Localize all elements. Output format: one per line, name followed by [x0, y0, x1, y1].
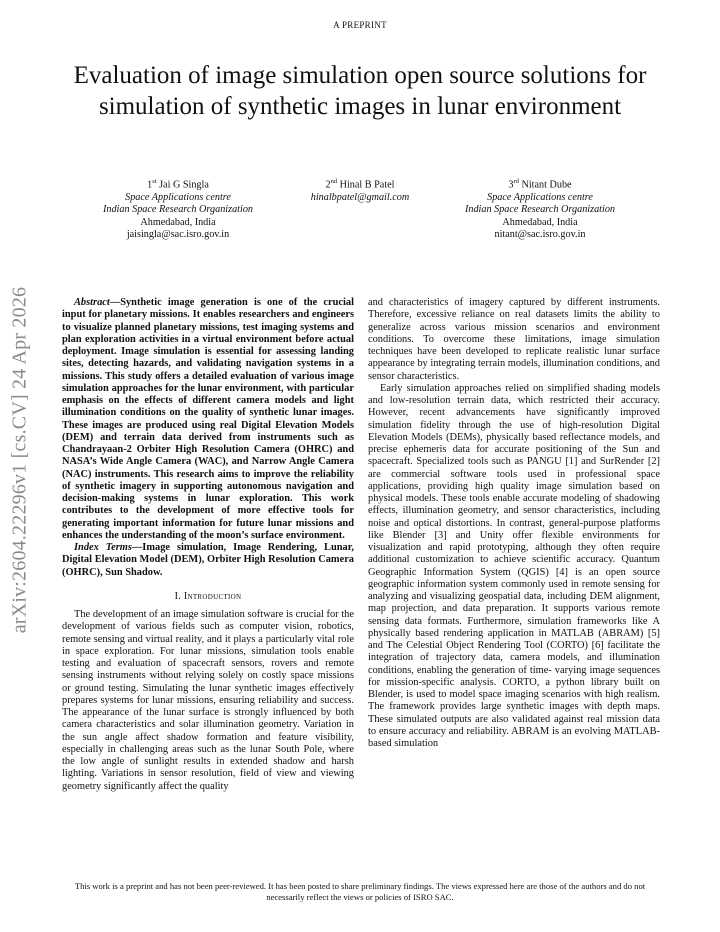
author-3 — [420, 176, 660, 242]
running-header: A PREPRINT — [333, 20, 387, 30]
section-title: Introduction — [183, 590, 242, 602]
author-1-city: Ahmedabad, India — [140, 216, 216, 228]
index-terms-text: —Image simulation, Image Rendering, Lunar, Digital Elevation Model (DEM), Orbiter High Resolution Camera (OHRC), Sun Shadow. — [62, 542, 354, 578]
author-1-email: jaisingla@sac.isro.gov.in — [126, 229, 230, 241]
author-3-affiliation: Space Applications centre — [487, 191, 593, 203]
index-terms — [62, 542, 354, 579]
author-3-organization: Indian Space Research Organization — [464, 204, 616, 216]
author-3-city: Ahmedabad, India — [502, 216, 578, 228]
preprint-footnote: This work is a preprint and has not been peer-reviewed. It has been posted to share preliminary findings. The views expressed here are those of the authors and do not necessarily reflect the views or policies of ISRO SAC. — [74, 881, 646, 902]
author-1-name: 1st Jai G Singla — [147, 178, 209, 191]
section-number: I. — [174, 590, 182, 602]
abstract-label: Abstract — [74, 297, 110, 308]
section-heading — [62, 591, 354, 603]
index-terms-label: Index Terms — [74, 542, 132, 553]
author-2-name: 2nd Hinal B Patel — [325, 178, 395, 191]
abstract — [62, 297, 354, 542]
author-1-organization: Indian Space Research Organization — [102, 204, 254, 216]
author-2-email: hinalbpatel@gmail.com — [310, 191, 410, 203]
author-3-name: 3rd Nitant Dube — [508, 178, 572, 191]
abstract-text: —Synthetic image generation is one of the crucial input for planetary missions. It enables researchers and engineers to visualize planned planetary missions, test imaging systems and plan exploration activities in a virtual environment before actual deployment. Image simulation is essential for assessing landing sites, detecting hazards, and validating navigation systems in a missions. This study offers a detailed evaluation of various image simulation approaches for the lunar environment, with particular emphasis on the effects of different camera models and light illumination conditions on the quality of synthetic lunar images. These images are produced using real Digital Elevation Models (DEM) and terrain data derived from instruments such as Chandrayaan-2 Orbiter High Resolution Camera (OHRC) and NASA’s Wide Angle Camera (WAC), and Narrow Angle Camera (NAC) instruments. This research aims to improve the reliability of synthetic imagery in supporting autonomous navigation and decision-making systems in lunar exploration. This work contributes to the development of more effective tools for generating important information for future lunar missions and enhances the understanding of the moon’s surface environment. — [62, 297, 354, 541]
author-1-affiliation: Space Applications centre — [125, 191, 231, 203]
right-column — [368, 297, 660, 750]
left-column — [62, 297, 354, 793]
arxiv-stamp — [0, 260, 40, 660]
intro-paragraph-2: Early simulation approaches relied on simplified shading models and low-resolution terrain data, which restricted their accuracy. However, recent advancements have significantly improved simulation fidelity through the use of high-resolution Digital Elevation Models (DEMs), physically based reflectance models, and precise ephemeris data for accurate positioning of the Sun and spacecraft. Specialized tools such as PANGU [1] and SurRender [2] are commercial software tools used in professional space applications, providing high quality image simulation based on physical models. These tools enable accurate modeling of shadowing effects, illumination geometry, and sensor characteristics, including noise and optical distortions. In contrast, general-purpose platforms like Blender [3] and Unity offer flexible environments for visualization and rapid prototyping, although they often require additional customization to achieve scientific accuracy. Quantum Geographic Information System (QGIS) [4] is an open source geographic information system commonly used in remote sensing for analyzing and visualizing geospatial data, including DEM alignment, map projection, and data preparation. It supports various remote sensing data formats. Furthermore, simulation frameworks like A physically based rendering application in MATLAB (ABRAM) [5] and The Celestial Object Rendering Tool (CORTO) [6] facilitate the integration of trajectory data, camera models, and illumination conditions, enabling the generation of time- varying image sequences for mission-specific analysis. CORTO, a python library built on Blender, is used to model space imaging scenarios with high realism. The framework provides large synthetic images with depth maps. These simulated outputs are also validated against real mission data to ensure accuracy and reliability. ABRAM is an evolving MATLAB-based simulation — [368, 382, 660, 749]
intro-paragraph-1: The development of an image simulation software is crucial for the development of various fields such as computer vision, robotics, remote sensing and virtual reality, and it plays a particularly vital role in space exploration. For lunar missions, simulation tools enable testing and evaluation of spacecraft sensors, rovers and remote sensing instruments without relying solely on costly space missions or ground testing. Simulating the lunar synthetic images effectively prepares systems for lunar missions, ensuring reliability and success. The appearance of the lunar surface is strongly influenced by both camera characteristics and solar illumination geometry. Variation in the sun angle affect shadow formation and feature visibility, especially in challenging areas such as the lunar South Pole, where the low angle of sunlight results in extended shadow and harsh lighting. Variations in sensor resolution, field of view and viewing geometry significantly affect the quality — [62, 609, 354, 792]
author-3-email: nitant@sac.isro.gov.in — [494, 229, 586, 241]
paper-title: Evaluation of image simulation open source solutions for simulation of synthetic images in lunar environment — [73, 62, 647, 120]
arxiv-identifier: arXiv:2604.22296v1 [cs.CV] 24 Apr 2026 — [8, 286, 31, 634]
intro-paragraph-1-continued: and characteristics of imagery captured by different instruments. Therefore, excessive reliance on real datasets limits the ability to generalize across various mission scenarios and environment conditions. To overcome these limitations, image simulation techniques have been developed to replicate realistic lunar surface appearance by integrating terrain models, illumination conditions, and sensor characteristics. — [368, 297, 660, 382]
